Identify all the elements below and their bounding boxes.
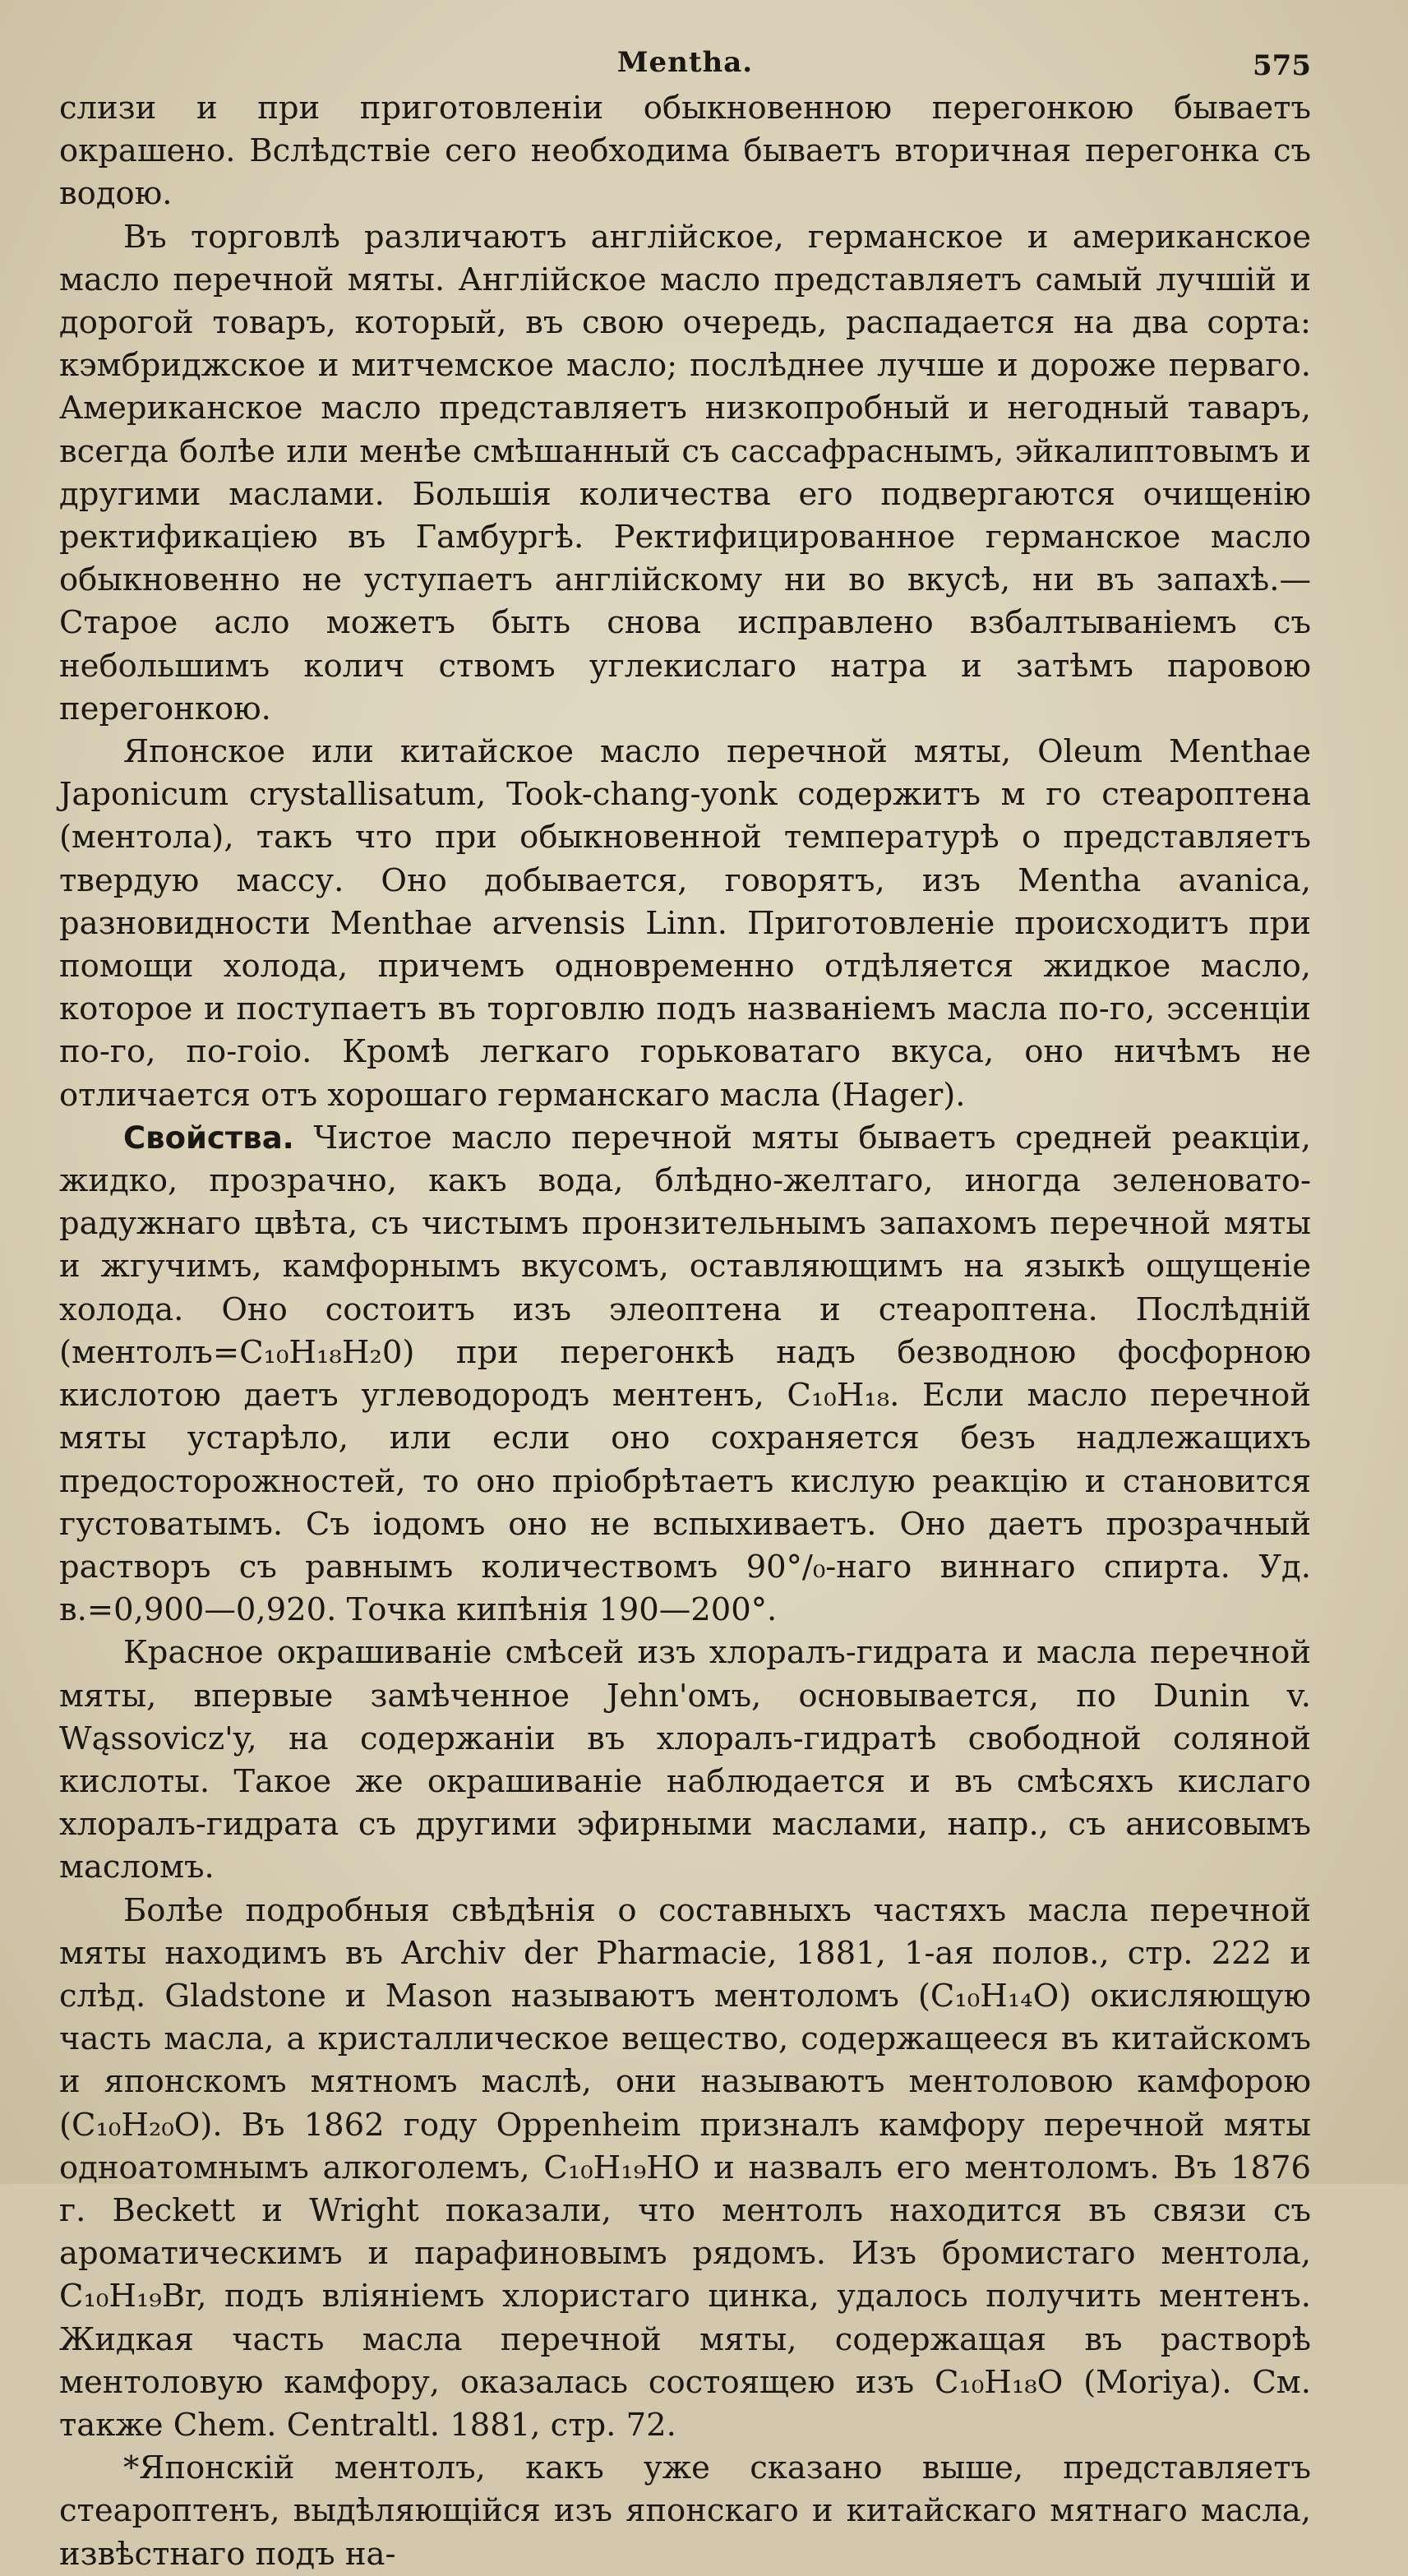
running-header	[59, 39, 1311, 87]
section-heading-properties: Свойства.	[123, 1119, 294, 1156]
page-number: 575	[1253, 49, 1311, 82]
paragraph: Въ торговлѣ различаютъ англійское, германское и американское масло перечной мяты. Англійское масло представляетъ самый лучшій и дорогой товаръ, который, въ свою очередь, распадается на два сорта: кэмбриджское и митчемское масло; послѣднее лучше и дороже перваго. Американское масло представляетъ низкопробный и негодный таваръ, всегда болѣе или менѣе смѣшанный съ сассафраснымъ, эйкалиптовымъ и другими маслами. Большія количества его подвергаются очищенію ректификаціею въ Гамбургѣ. Ректифицированное германское масло обыкновенно не уступаетъ англійскому ни во вкусѣ, ни въ запахѣ.—Старое асло можетъ быть снова исправлено взбалтываніемъ съ небольшимъ колич ствомъ углекислаго натра и затѣмъ паровою перегонкою.	[59, 218, 1311, 727]
footnote: *Японскій ментолъ, какъ уже сказано выше, представляетъ стеароптенъ, выдѣляющійся изъ японскаго и китайскаго мятнаго масла, извѣстнаго подъ на-	[59, 2449, 1311, 2573]
paragraph: слизи и при приготовленіи обыкновенною перегонкою бываетъ окрашено. Вслѣдствіе сего необходима бываетъ вторичная перегонка съ водою.	[59, 90, 1311, 213]
paragraph: Японское или китайское масло перечной мяты, Oleum Menthae Japonicum crystallisatum, Took-chang-yonk содержитъ м го стеароптена (ментола), такъ что при обыкновенной температурѣ о представляетъ твердую массу. Оно добывается, говорятъ, изъ Mentha avanica, разновидности Menthae arvensis Linn. Приготовленіе происходитъ при помощи холода, причемъ одновременно отдѣляется жидкое масло, которое и поступаетъ въ торговлю подъ названіемъ масла по-го, эссенціи по-го, по-гоіо. Кромѣ легкаго горьковатаго вкуса, оно ничѣмъ не отличается отъ хорошаго германскаго масла (Hager).	[59, 733, 1311, 1114]
paragraph: Красное окрашиваніе смѣсей изъ хлоралъ-гидрата и масла перечной мяты, впервые замѣченное Jehn'омъ, основывается, по Dunin v. Wąssovicz'y, на содержаніи въ хлоралъ-гидратѣ свободной соляной кислоты. Такое же окрашиваніе наблюдается и въ смѣсяхъ кислаго хлоралъ-гидрата съ другими эфирными маслами, напр., съ анисовымъ масломъ.	[59, 1634, 1311, 1886]
properties-paragraph	[59, 1117, 1311, 1632]
paragraph: Болѣе подробныя свѣдѣнія о составныхъ частяхъ масла перечной мяты находимъ въ Archiv der Pharmacie, 1881, 1-ая полов., стр. 222 и слѣд. Gladstone и Mason называютъ ментоломъ (C₁₀H₁₄O) окисляющую часть масла, а кристаллическое вещество, содержащееся въ китайскомъ и японскомъ мятномъ маслѣ, они называютъ ментоловою камфорою (C₁₀H₂₀O). Въ 1862 году Oppenheim призналъ камфору перечной мяты одноатомнымъ алкоголемъ, C₁₀H₁₉HO и назвалъ его ментоломъ. Въ 1876 г. Beckett и Wright показали, что ментолъ находится въ связи съ ароматическимъ и парафиновымъ рядомъ. Изъ бромистаго ментола, C₁₀H₁₉Br, подъ вліяніемъ хлористаго цинка, удалось получить ментенъ. Жидкая часть масла перечной мяты, содержащая въ растворѣ ментоловую камфору, оказалась состоящею изъ C₁₀H₁₈O (Moriya). См. также Chem. Centraltl. 1881, стр. 72.	[59, 1891, 1311, 2444]
running-title: Mentha.	[616, 46, 754, 79]
body-text	[59, 87, 1311, 2576]
paragraph-text: Чистое масло перечной мяты бываетъ средней реакціи, жидко, прозрачно, какъ вода, блѣдно-желтаго, иногда зеленовато-радужнаго цвѣта, съ чистымъ пронзительнымъ запахомъ перечной мяты и жгучимъ, камфорнымъ вкусомъ, оставляющимъ на языкѣ ощущеніе холода. Оно состоитъ изъ элеоптена и стеароптена. Послѣдній (ментолъ=C₁₀H₁₈H₂0) при перегонкѣ надъ безводною фосфорною кислотою даетъ углеводородъ ментенъ, C₁₀H₁₈. Если масло перечной мяты устарѣло, или если оно сохраняется безъ надлежащихъ предосторожностей, то оно пріобрѣтаетъ кислую реакцію и становится густоватымъ. Съ іодомъ оно не вспыхиваетъ. Оно даетъ прозрачный растворъ съ равнымъ количествомъ 90°/₀-наго виннаго спирта. Уд. в.=0,900—0,920. Точка кипѣнія 190—200°.	[59, 1119, 1311, 1629]
